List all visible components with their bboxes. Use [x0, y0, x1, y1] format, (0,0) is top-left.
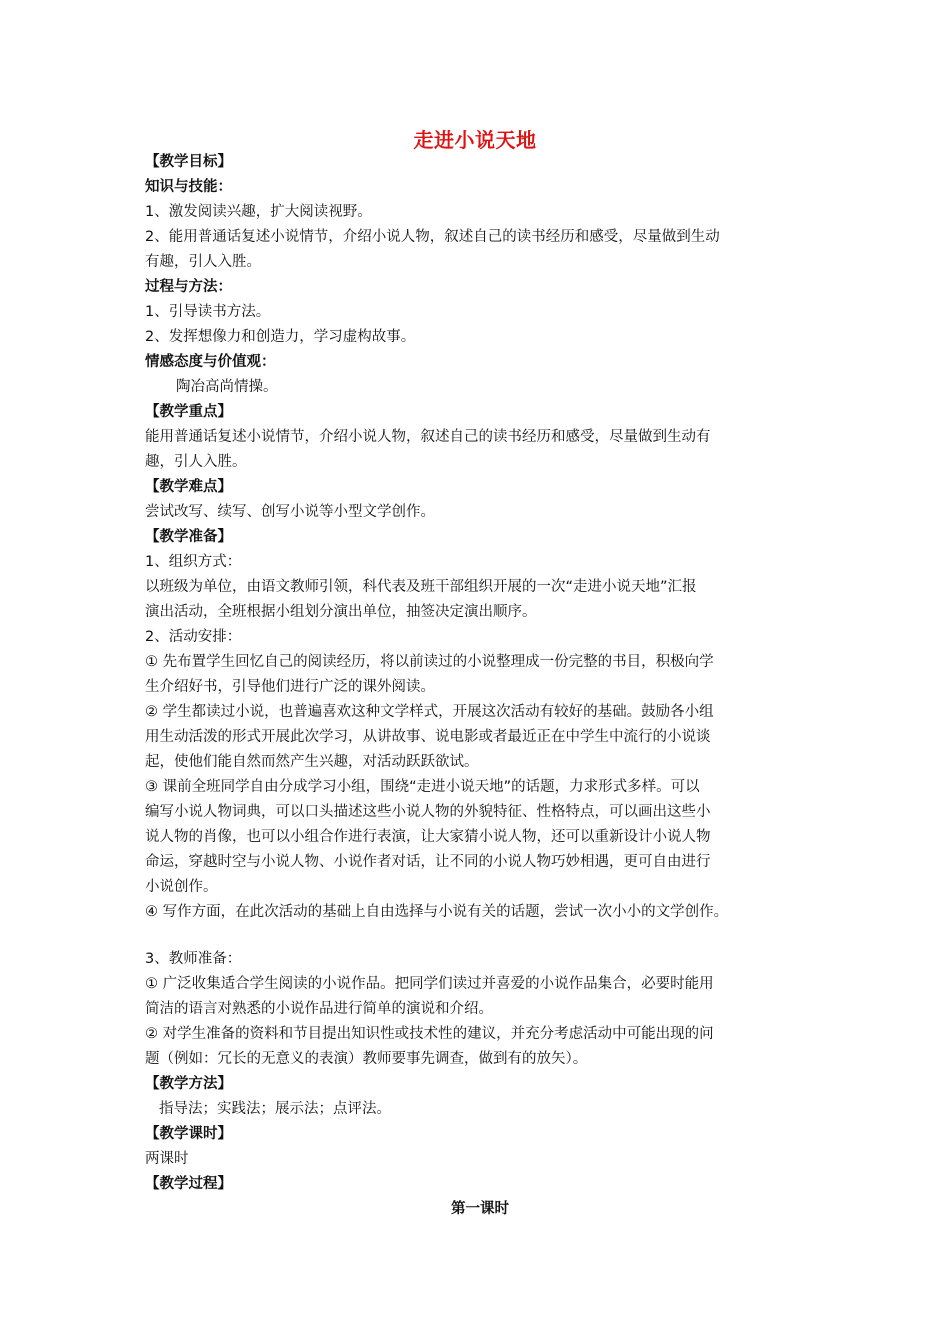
paragraph: 2、发挥想像力和创造力，学习虚构故事。	[145, 329, 416, 345]
paragraph: 陶冶高尚情操。	[176, 379, 278, 395]
spacer	[145, 925, 815, 947]
subheading-emotion-values: 情感态度与价值观：	[145, 354, 276, 370]
paragraph: ① 先布置学生回忆自己的阅读经历，将以前读过的小说整理成一份完整的书目，积极向学	[145, 654, 714, 670]
heading-key-points: 【教学重点】	[145, 404, 232, 420]
paragraph: 以班级为单位，由语文教师引领，科代表及班干部组织开展的一次“走进小说天地”汇报	[145, 579, 697, 595]
paragraph: 演出活动，全班根据小组划分演出单位，抽签决定演出顺序。	[145, 604, 537, 620]
paragraph: 指导法；实践法；展示法；点评法。	[159, 1101, 391, 1117]
paragraph: 小说创作。	[145, 879, 218, 895]
paragraph: ② 对学生准备的资料和节目提出知识性或技术性的建议，并充分考虑活动中可能出现的问	[145, 1026, 714, 1042]
paragraph: 1、引导读书方法。	[145, 304, 271, 320]
heading-teaching-process: 【教学过程】	[145, 1176, 232, 1192]
paragraph: ④ 写作方面，在此次活动的基础上自由选择与小说有关的话题，尝试一次小小的文学创作。	[145, 904, 729, 920]
paragraph: ① 广泛收集适合学生阅读的小说作品。把同学们读过并喜爱的小说作品集合，必要时能用	[145, 976, 714, 992]
paragraph: 趣，引人入胜。	[145, 454, 247, 470]
paragraph: 起，使他们能自然而然产生兴趣，对活动跃跃欲试。	[145, 754, 479, 770]
paragraph: 1、激发阅读兴趣，扩大阅读视野。	[145, 204, 372, 220]
heading-difficult-points: 【教学难点】	[145, 479, 232, 495]
paragraph: 有趣，引人入胜。	[145, 254, 261, 270]
paragraph: 两课时	[145, 1151, 189, 1167]
paragraph: ③ 课前全班同学自由分成学习小组，围绕“走进小说天地”的话题，力求形式多样。可以	[145, 779, 700, 795]
document-body	[145, 150, 815, 1222]
heading-teaching-goals: 【教学目标】	[145, 154, 232, 170]
subheading-process-methods: 过程与方法：	[145, 279, 232, 295]
paragraph: 题（例如：冗长的无意义的表演）教师要事先调查，做到有的放矢）。	[145, 1051, 588, 1067]
paragraph: 生介绍好书，引导他们进行广泛的课外阅读。	[145, 679, 435, 695]
paragraph: 尝试改写、续写、创写小说等小型文学创作。	[145, 504, 435, 520]
paragraph: 3、教师准备：	[145, 951, 242, 967]
paragraph: 编写小说人物词典，可以口头描述这些小说人物的外貌特征、性格特点，可以画出这些小	[145, 804, 711, 820]
paragraph: 2、活动安排：	[145, 629, 242, 645]
paragraph: 简洁的语言对熟悉的小说作品进行简单的演说和介绍。	[145, 1001, 493, 1017]
paragraph: 说人物的肖像，也可以小组合作进行表演，让大家猜小说人物，还可以重新设计小说人物	[145, 829, 711, 845]
paragraph: ② 学生都读过小说，也普遍喜欢这种文学样式，开展这次活动有较好的基础。鼓励各小组	[145, 704, 714, 720]
subheading-knowledge-skills: 知识与技能：	[145, 179, 232, 195]
paragraph: 用生动活泼的形式开展此次学习，从讲故事、说电影或者最近正在中学生中流行的小说谈	[145, 729, 711, 745]
paragraph: 2、能用普通话复述小说情节，介绍小说人物，叙述自己的读书经历和感受，尽量做到生动	[145, 229, 720, 245]
lesson-one-heading: 第一课时	[451, 1201, 509, 1217]
document-title: 走进小说天地	[413, 128, 537, 152]
paragraph: 命运，穿越时空与小说人物、小说作者对话，让不同的小说人物巧妙相遇，更可自由进行	[145, 854, 711, 870]
paragraph: 1、组织方式：	[145, 554, 242, 570]
heading-class-hours: 【教学课时】	[145, 1126, 232, 1142]
heading-preparation: 【教学准备】	[145, 529, 232, 545]
paragraph: 能用普通话复述小说情节，介绍小说人物，叙述自己的读书经历和感受，尽量做到生动有	[145, 429, 711, 445]
heading-teaching-methods: 【教学方法】	[145, 1076, 232, 1092]
